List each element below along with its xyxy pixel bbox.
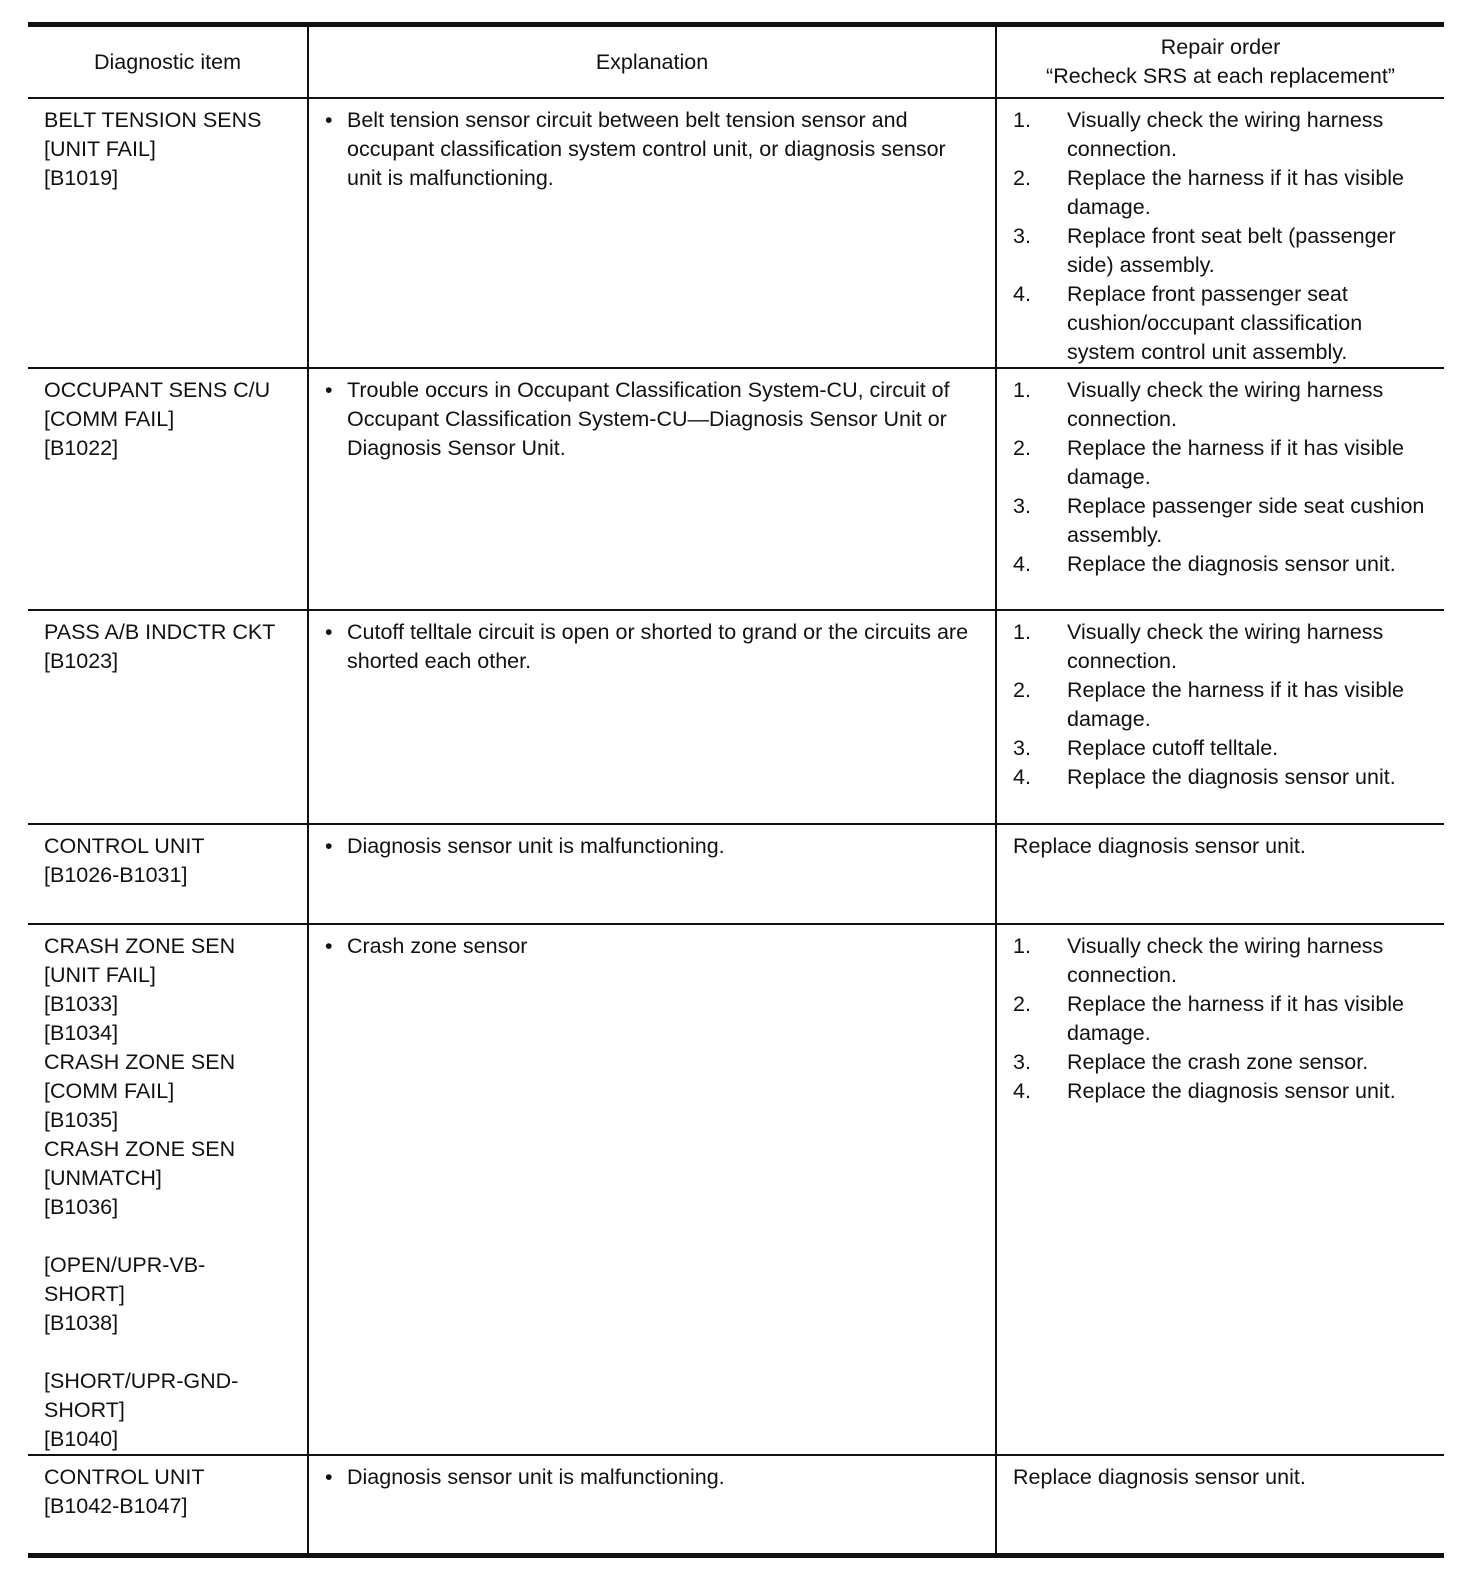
- repair-step: [1013, 222, 1430, 280]
- repair-step-number: 4.: [1013, 282, 1031, 306]
- header-repair-order-title: Repair order: [1160, 35, 1281, 59]
- diagnostic-item-line: [44, 1222, 293, 1251]
- diagnostic-item-line: CONTROL UNIT: [44, 1465, 205, 1489]
- repair-step-text: Replace cutoff telltale.: [1067, 736, 1279, 760]
- explanation-bullet: [325, 932, 981, 961]
- repair-steps-list: [1013, 376, 1430, 579]
- diagnostic-item-line: [OPEN/UPR-VB-: [44, 1253, 206, 1277]
- repair-order-cell: [996, 824, 1444, 924]
- diagnostic-item-line: [UNIT FAIL]: [44, 963, 156, 987]
- explanation-bullet: [325, 618, 981, 676]
- repair-step-number: 3.: [1013, 494, 1031, 518]
- repair-step: [1013, 932, 1430, 990]
- repair-step-number: 2.: [1013, 992, 1031, 1016]
- repair-step-text: Replace the harness if it has visible damage.: [1067, 992, 1405, 1045]
- repair-steps-list: [1013, 618, 1430, 792]
- diagnostic-item-cell: [28, 98, 308, 368]
- bullet-icon: •: [325, 378, 333, 402]
- repair-step: [1013, 1077, 1430, 1106]
- explanation-text: Diagnosis sensor unit is malfunctioning.: [347, 1465, 725, 1489]
- repair-step-number: 1.: [1013, 620, 1031, 644]
- table-row: [28, 924, 1444, 1455]
- repair-step: [1013, 164, 1430, 222]
- repair-step-text: Replace the harness if it has visible damage.: [1067, 166, 1405, 219]
- bullet-icon: •: [325, 620, 333, 644]
- repair-step: [1013, 734, 1430, 763]
- diagnostic-item-line: [B1042-B1047]: [44, 1494, 188, 1518]
- repair-order-cell: [996, 610, 1444, 824]
- repair-step-number: 4.: [1013, 765, 1031, 789]
- repair-step: [1013, 763, 1430, 792]
- repair-step: [1013, 990, 1430, 1048]
- explanation-cell: [308, 610, 996, 824]
- repair-order-cell: [996, 368, 1444, 610]
- repair-step-text: Replace the harness if it has visible damage.: [1067, 678, 1405, 731]
- repair-step-number: 3.: [1013, 736, 1031, 760]
- repair-step: [1013, 1048, 1430, 1077]
- explanation-text: Belt tension sensor circuit between belt tension sensor and occupant classification system control unit, or diagnosis sensor unit is malfunctioning.: [347, 108, 946, 190]
- repair-step-text: Replace the diagnosis sensor unit.: [1067, 1079, 1396, 1103]
- diagnostic-item-cell: [28, 824, 308, 924]
- explanation-cell: [308, 924, 996, 1455]
- explanation-text: Trouble occurs in Occupant Classification System-CU, circuit of Occupant Classification System-CU—Diagnosis Sensor Unit or Diagnosis Sensor Unit.: [347, 378, 950, 460]
- repair-step-text: Visually check the wiring harness connection.: [1067, 934, 1384, 987]
- repair-step-number: 3.: [1013, 1050, 1031, 1074]
- header-repair-order-note: “Recheck SRS at each replacement”: [1046, 64, 1395, 88]
- explanation-text: Diagnosis sensor unit is malfunctioning.: [347, 834, 725, 858]
- header-repair-order: [996, 25, 1444, 99]
- repair-step: [1013, 106, 1430, 164]
- repair-step: [1013, 376, 1430, 434]
- bullet-icon: •: [325, 1465, 333, 1489]
- diagnostic-item-line: [B1038]: [44, 1311, 119, 1335]
- repair-text: Replace diagnosis sensor unit.: [1013, 834, 1306, 858]
- table-row: [28, 610, 1444, 824]
- diagnostic-item-line: [B1040]: [44, 1427, 119, 1451]
- repair-step: [1013, 280, 1430, 367]
- explanation-bullet: [325, 832, 981, 861]
- diagnosis-table: [28, 22, 1444, 1558]
- explanation-cell: [308, 1455, 996, 1555]
- diagnostic-item-line: [B1019]: [44, 166, 119, 190]
- header-explanation: Explanation: [308, 25, 996, 99]
- repair-steps-list: [1013, 932, 1430, 1106]
- repair-step-number: 1.: [1013, 378, 1031, 402]
- explanation-cell: [308, 824, 996, 924]
- repair-step: [1013, 434, 1430, 492]
- diagnostic-item-line: SHORT]: [44, 1282, 125, 1306]
- explanation-text: Cutoff telltale circuit is open or shorted to grand or the circuits are shorted each other.: [347, 620, 969, 673]
- repair-step-number: 2.: [1013, 166, 1031, 190]
- bullet-icon: •: [325, 834, 333, 858]
- diagnostic-item-cell: [28, 1455, 308, 1555]
- table-row: [28, 824, 1444, 924]
- table-row: [28, 1455, 1444, 1555]
- diagnostic-item-line: CRASH ZONE SEN: [44, 1050, 236, 1074]
- explanation-bullet: [325, 1463, 981, 1492]
- diagnostic-item-line: CRASH ZONE SEN: [44, 934, 236, 958]
- repair-order-cell: [996, 98, 1444, 368]
- bullet-icon: •: [325, 934, 333, 958]
- repair-step-text: Visually check the wiring harness connection.: [1067, 378, 1384, 431]
- diagnostic-item-line: CRASH ZONE SEN: [44, 1137, 236, 1161]
- repair-step-text: Replace front passenger seat cushion/occupant classification system control unit assembly.: [1067, 282, 1363, 364]
- repair-step-text: Replace the diagnosis sensor unit.: [1067, 765, 1396, 789]
- diagnostic-item-line: [B1033]: [44, 992, 119, 1016]
- repair-step-text: Visually check the wiring harness connection.: [1067, 108, 1384, 161]
- explanation-text: Crash zone sensor: [347, 934, 528, 958]
- repair-step: [1013, 492, 1430, 550]
- diagnostic-item-line: CONTROL UNIT: [44, 834, 205, 858]
- repair-step-text: Replace front seat belt (passenger side) assembly.: [1067, 224, 1396, 277]
- repair-step-text: Replace the crash zone sensor.: [1067, 1050, 1369, 1074]
- repair-step-number: 2.: [1013, 436, 1031, 460]
- diagnostic-item-line: SHORT]: [44, 1398, 125, 1422]
- diagnostic-item-cell: [28, 368, 308, 610]
- repair-step-text: Visually check the wiring harness connection.: [1067, 620, 1384, 673]
- bullet-icon: •: [325, 108, 333, 132]
- repair-order-cell: [996, 1455, 1444, 1555]
- repair-step-text: Replace passenger side seat cushion assembly.: [1067, 494, 1425, 547]
- table-row: [28, 98, 1444, 368]
- explanation-cell: [308, 368, 996, 610]
- repair-step: [1013, 676, 1430, 734]
- repair-step-number: 1.: [1013, 934, 1031, 958]
- diagnostic-item-line: [44, 1338, 293, 1367]
- repair-step: [1013, 550, 1430, 579]
- diagnostic-item-line: [B1035]: [44, 1108, 119, 1132]
- repair-step: [1013, 618, 1430, 676]
- diagnostic-item-line: BELT TENSION SENS: [44, 108, 262, 132]
- diagnostic-item-cell: [28, 610, 308, 824]
- diagnostic-item-line: [B1022]: [44, 436, 119, 460]
- diagnostic-item-line: PASS A/B INDCTR CKT: [44, 620, 276, 644]
- repair-step-number: 3.: [1013, 224, 1031, 248]
- repair-step-number: 4.: [1013, 552, 1031, 576]
- diagnostic-item-cell: [28, 924, 308, 1455]
- table-row: [28, 368, 1444, 610]
- diagnostic-item-line: [B1023]: [44, 649, 119, 673]
- explanation-cell: [308, 98, 996, 368]
- diagnostic-item-line: [B1034]: [44, 1021, 119, 1045]
- diagnostic-item-line: OCCUPANT SENS C/U: [44, 378, 271, 402]
- repair-step-number: 1.: [1013, 108, 1031, 132]
- diagnostic-item-line: [UNIT FAIL]: [44, 137, 156, 161]
- diagnostic-item-line: [SHORT/UPR-GND-: [44, 1369, 239, 1393]
- explanation-bullet: [325, 106, 981, 193]
- diagnostic-item-line: [B1036]: [44, 1195, 119, 1219]
- diagnostic-item-line: [COMM FAIL]: [44, 1079, 175, 1103]
- explanation-bullet: [325, 376, 981, 463]
- repair-steps-list: [1013, 106, 1430, 367]
- diagnostic-item-line: [COMM FAIL]: [44, 407, 175, 431]
- repair-step-text: Replace the harness if it has visible damage.: [1067, 436, 1405, 489]
- repair-step-number: 2.: [1013, 678, 1031, 702]
- header-diagnostic-item: Diagnostic item: [28, 25, 308, 99]
- header-row: [28, 25, 1444, 99]
- repair-text: Replace diagnosis sensor unit.: [1013, 1465, 1306, 1489]
- repair-step-text: Replace the diagnosis sensor unit.: [1067, 552, 1396, 576]
- repair-order-cell: [996, 924, 1444, 1455]
- table-body: [28, 98, 1444, 1555]
- diagnostic-item-line: [B1026-B1031]: [44, 863, 188, 887]
- repair-step-number: 4.: [1013, 1079, 1031, 1103]
- diagnostic-item-line: [UNMATCH]: [44, 1166, 162, 1190]
